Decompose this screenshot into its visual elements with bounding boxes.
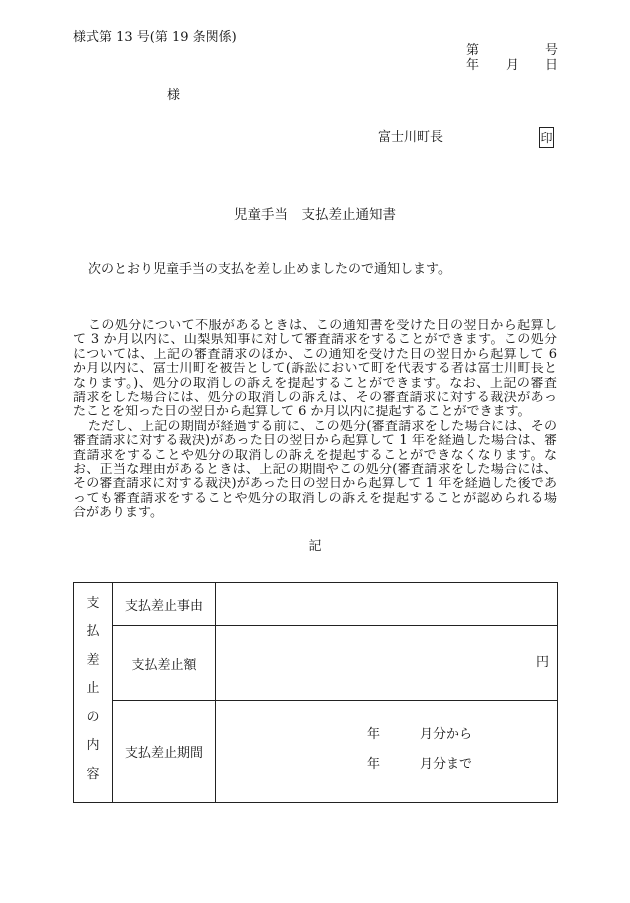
amount-unit: 円	[535, 655, 549, 670]
period-label-text: 支払差止期間	[124, 746, 203, 761]
side-label-char: 内	[86, 738, 100, 754]
notice-line: たことを知った日の翌日から起算して 6 か月以内に提起することができます。	[73, 405, 531, 420]
seal-char: 印	[540, 130, 553, 145]
document-title: 児童手当 支払差止通知書	[234, 207, 396, 223]
notice-line: この処分について不服があるときは、この通知書を受けた日の翌日から起算し	[88, 319, 557, 333]
amount-label-text: 支払差止額	[131, 657, 197, 673]
date-year-label: 年	[466, 58, 480, 73]
notice-line: ただし、上記の期間が経過する前に、この処分(審査請求をした場合には、その	[88, 419, 557, 434]
notice-line: その審査請求に対する裁決)があった日の翌日から起算して 1 年を経過した後であ	[73, 477, 557, 492]
doc-number-prefix: 第	[466, 43, 480, 58]
notice-section	[73, 319, 557, 520]
seal-mark	[539, 127, 554, 148]
period-from-month-unit: 月分から	[420, 727, 473, 742]
doc-number-suffix: 号	[545, 43, 559, 58]
recipient-honorific: 様	[167, 88, 181, 103]
side-label-char: 支	[86, 595, 100, 611]
period-value-cell	[216, 701, 557, 802]
notice-line: なります。)、処分の取消しの訴えを提起することができます。なお、上記の審査	[73, 376, 557, 391]
notice-paragraph	[73, 420, 557, 521]
notice-line: については、上記の審査請求のほか、この通知を受けた日の翌日から起算して 6	[73, 347, 557, 362]
period-from-year-unit: 年	[367, 727, 381, 742]
period-label	[113, 701, 215, 802]
reason-value-cell	[216, 583, 557, 625]
notice-line: 審査請求に対する裁決)があった日の翌日から起算して 1 年を経過した場合は、審	[73, 434, 557, 449]
notice-paragraph	[73, 319, 557, 420]
notice-line: 請求をした場合には、処分の取消しの訴えは、その審査請求に対する裁決があっ	[73, 390, 557, 405]
intro-text: 次のとおり児童手当の支払を差し止めましたので通知します。	[88, 262, 451, 277]
amount-value-cell	[216, 626, 557, 700]
amount-label	[113, 626, 215, 700]
issuer-name: 富士川町長	[378, 130, 444, 145]
period-to-month-unit: 月分まで	[420, 757, 473, 772]
reason-label	[113, 583, 215, 625]
side-label-char: の	[86, 709, 100, 725]
notice-line: か月以内に、富士川町を被告として(訴訟において町を代表する者は富士川町長と	[73, 362, 557, 377]
reason-label-text: 支払差止事由	[124, 598, 203, 614]
details-side-label	[74, 583, 112, 802]
side-label-char: 容	[86, 766, 100, 782]
notice-line: 査請求をすることや処分の取消しの訴えを提起することができなくなります。な	[73, 448, 557, 463]
notice-line: て 3 か月以内に、山梨県知事に対して審査請求をすることができます。この処分	[73, 333, 557, 348]
side-label-char: 止	[86, 681, 100, 697]
side-label-char: 差	[86, 652, 100, 668]
details-table	[73, 582, 558, 803]
date-day-label: 日	[545, 58, 559, 73]
side-label-char: 払	[86, 624, 100, 640]
notice-line: 合があります。	[73, 506, 163, 521]
period-to-year-unit: 年	[367, 757, 381, 772]
date-month-label: 月	[506, 58, 520, 73]
form-number: 様式第 13 号(第 19 条関係)	[73, 30, 237, 45]
notice-line: お、正当な理由があるときは、上記の期間やこの処分(審査請求をした場合には、	[73, 462, 557, 477]
ki-heading: 記	[308, 539, 322, 554]
notice-line: っても審査請求をすることや処分の取消しの訴えを提起することが認められる場	[73, 491, 557, 506]
